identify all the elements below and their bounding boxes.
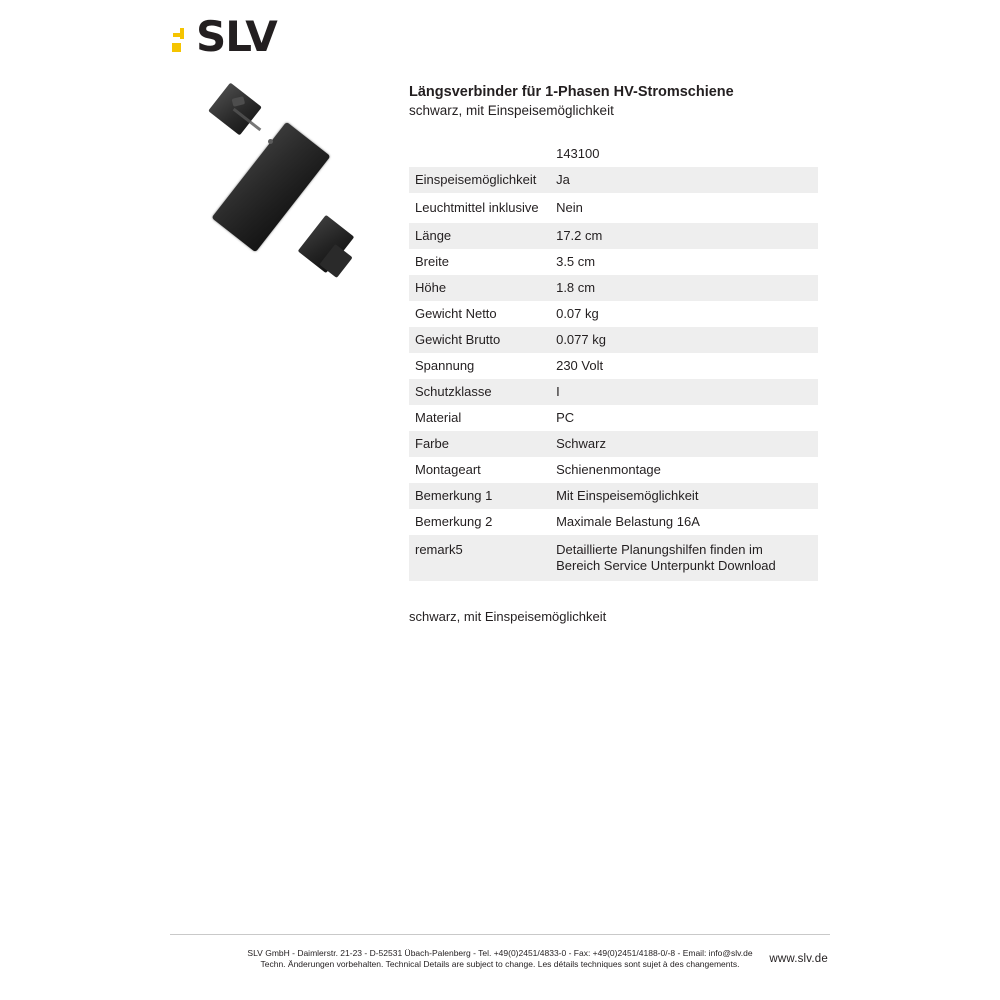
footer-disclaimer-line: Techn. Änderungen vorbehalten. Technical Details are subject to change. Les détails techniques sont sujet à des changements.: [260, 959, 740, 969]
slv-logo-mark-icon: [172, 28, 194, 52]
page-footer: [0, 948, 1000, 982]
spec-key: [409, 141, 550, 167]
table-row: [409, 167, 818, 193]
table-row: [409, 141, 818, 167]
spec-value: Mit Einspeisemöglichkeit: [550, 483, 818, 509]
spec-key: Bemerkung 1: [409, 483, 550, 509]
spec-value: PC: [550, 405, 818, 431]
spec-key: Schutzklasse: [409, 379, 550, 405]
spec-value: 0.077 kg: [550, 327, 818, 353]
slv-logo-text: SLV: [196, 12, 277, 61]
spec-value: Maximale Belastung 16A: [550, 509, 818, 535]
table-row: [409, 223, 818, 249]
table-row: [409, 301, 818, 327]
table-row: [409, 193, 818, 223]
table-row: [409, 249, 818, 275]
spec-value: Ja: [550, 167, 818, 193]
spec-key: Höhe: [409, 275, 550, 301]
footer-company-line: SLV GmbH - Daimlerstr. 21-23 - D-52531 Übach-Palenberg - Tel. +49(0)2451/4833-0 - Fax: +49(0)2451/4188-0/-8 - Email: info@slv.de: [247, 948, 753, 958]
page-title: Längsverbinder für 1-Phasen HV-Stromschiene: [409, 84, 734, 100]
table-row: [409, 353, 818, 379]
spec-key: Breite: [409, 249, 550, 275]
footer-divider: [170, 934, 830, 935]
table-row: [409, 431, 818, 457]
table-row: [409, 483, 818, 509]
table-row: [409, 275, 818, 301]
spec-value: 143100: [550, 141, 818, 167]
spec-key: Gewicht Brutto: [409, 327, 550, 353]
spec-key: remark5: [409, 535, 550, 581]
slv-logo: [172, 14, 292, 66]
table-row: [409, 327, 818, 353]
spec-key: Einspeisemöglichkeit: [409, 167, 550, 193]
spec-value: 3.5 cm: [550, 249, 818, 275]
spec-value: 1.8 cm: [550, 275, 818, 301]
spec-value: Schienenmontage: [550, 457, 818, 483]
spec-key: Länge: [409, 223, 550, 249]
product-connector-nub: [232, 96, 246, 107]
product-description-footnote: schwarz, mit Einspeisemöglichkeit: [409, 609, 607, 624]
spec-value: 230 Volt: [550, 353, 818, 379]
page-subtitle: schwarz, mit Einspeisemöglichkeit: [409, 103, 614, 118]
spec-value: Detaillierte Planungshilfen finden im Bereich Service Unterpunkt Download: [550, 535, 818, 581]
table-row: [409, 509, 818, 535]
spec-key: Spannung: [409, 353, 550, 379]
spec-key: Material: [409, 405, 550, 431]
spec-key: Gewicht Netto: [409, 301, 550, 327]
spec-value: 0.07 kg: [550, 301, 818, 327]
table-row: [409, 379, 818, 405]
product-details: [409, 84, 819, 625]
spec-value: I: [550, 379, 818, 405]
spec-key: Bemerkung 2: [409, 509, 550, 535]
product-image: [205, 88, 380, 298]
footer-website-link[interactable]: www.slv.de: [769, 953, 828, 965]
spec-key: Montageart: [409, 457, 550, 483]
spec-key: Leuchtmittel inklusive: [409, 193, 550, 223]
product-screw-dot: [268, 139, 273, 144]
spec-value: 17.2 cm: [550, 223, 818, 249]
specifications-table: [409, 141, 818, 581]
table-row: [409, 405, 818, 431]
spec-key: Farbe: [409, 431, 550, 457]
table-row: [409, 457, 818, 483]
spec-value: Schwarz: [550, 431, 818, 457]
spec-value: Nein: [550, 193, 818, 223]
table-row: [409, 535, 818, 581]
